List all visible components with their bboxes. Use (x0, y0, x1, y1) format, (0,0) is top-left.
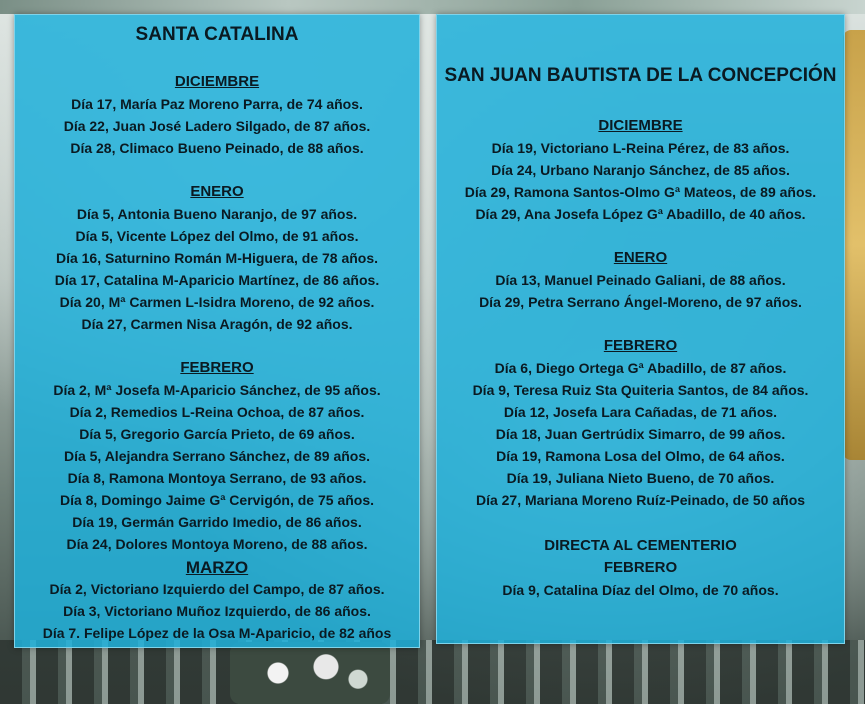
list-item: Día 18, Juan Gertrúdix Simarro, de 99 años. (495, 426, 786, 442)
list-item: Día 6, Diego Ortega Gª Abadillo, de 87 años. (494, 360, 787, 376)
list-item: Día 2, Mª Josefa M-Aparicio Sánchez, de 95 años. (53, 382, 381, 398)
directa-heading: DIRECTA AL CEMENTERIO (544, 537, 737, 554)
list-item: Día 12, Josefa Lara Cañadas, de 71 años. (503, 404, 778, 420)
panel-title: SANTA CATALINA (135, 24, 299, 45)
list-item: Día 29, Ana Josefa López Gª Abadillo, de 40 años. (475, 206, 806, 222)
section-febrero (437, 335, 844, 511)
month-heading: ENERO (190, 183, 244, 200)
month-heading: FEBRERO (603, 337, 678, 354)
list-item: Día 2, Remedios L-Reina Ochoa, de 87 años. (69, 404, 365, 420)
list-item: Día 19, Victoriano L-Reina Pérez, de 83 años. (491, 140, 790, 156)
month-heading: MARZO (185, 558, 249, 577)
background-statue (843, 30, 865, 460)
list-item: Día 24, Dolores Montoya Moreno, de 88 años. (66, 536, 368, 552)
list-item: Día 27, Carmen Nisa Aragón, de 92 años. (81, 316, 353, 332)
month-heading: FEBRERO (180, 359, 254, 376)
list-item: Día 29, Ramona Santos-Olmo Gª Mateos, de 89 años. (464, 184, 817, 200)
list-item: Día 3, Victoriano Muñoz Izquierdo, de 86 años. (63, 603, 371, 619)
list-item: Día 13, Manuel Peinado Galiani, de 88 años. (495, 272, 786, 288)
month-heading: DICIEMBRE (174, 73, 260, 90)
list-item: Día 5, Vicente López del Olmo, de 91 años. (75, 228, 359, 244)
list-item: Día 9, Catalina Díaz del Olmo, de 70 años. (502, 582, 779, 598)
month-heading: DICIEMBRE (598, 117, 683, 134)
list-item: Día 9, Teresa Ruiz Sta Quiteria Santos, de 84 años. (472, 382, 809, 398)
section-diciembre (15, 71, 419, 159)
list-item: Día 27, Mariana Moreno Ruíz-Peinado, de 50 años (475, 492, 806, 508)
month-heading: FEBRERO (603, 559, 678, 576)
list-item: Día 2, Victoriano Izquierdo del Campo, de 87 años. (49, 581, 385, 597)
section-enero (437, 247, 844, 313)
list-item: Día 24, Urbano Naranjo Sánchez, de 85 años. (491, 162, 790, 178)
list-item: Día 20, Mª Carmen L-Isidra Moreno, de 92 años. (59, 294, 375, 310)
background-strip (0, 0, 865, 14)
section-enero (15, 181, 419, 335)
month-heading: ENERO (613, 249, 668, 266)
list-item: Día 19, Ramona Losa del Olmo, de 64 años. (496, 448, 785, 464)
santa-catalina-panel (14, 14, 420, 648)
list-item: Día 28, Climaco Bueno Peinado, de 88 años. (70, 140, 364, 156)
section-diciembre (437, 115, 844, 225)
background-flowers (230, 642, 390, 704)
list-item: Día 16, Saturnino Román M-Higuera, de 78 años. (55, 250, 379, 266)
list-item: Día 8, Ramona Montoya Serrano, de 93 años. (67, 470, 367, 486)
list-item: Día 8, Domingo Jaime Gª Cervigón, de 75 años. (59, 492, 375, 508)
section-directa (437, 535, 844, 601)
section-marzo (15, 558, 419, 644)
background-tombs (0, 640, 865, 704)
list-item: Día 29, Petra Serrano Ángel-Moreno, de 97 años. (479, 294, 802, 310)
list-item: Día 5, Antonia Bueno Naranjo, de 97 años. (76, 206, 358, 222)
list-item: Día 5, Gregorio García Prieto, de 69 años. (79, 426, 355, 442)
list-item: Día 22, Juan José Ladero Silgado, de 87 años. (63, 118, 371, 134)
list-item: Día 19, Juliana Nieto Bueno, de 70 años. (506, 470, 775, 486)
san-juan-bautista-panel (436, 14, 845, 644)
section-febrero (15, 357, 419, 555)
list-item: Día 19, Germán Garrido Imedio, de 86 años. (72, 514, 362, 530)
list-item: Día 17, María Paz Moreno Parra, de 74 años. (71, 96, 363, 112)
list-item: Día 7. Felipe López de la Osa M-Aparicio, de 82 años (42, 625, 392, 641)
list-item: Día 5, Alejandra Serrano Sánchez, de 89 años. (63, 448, 371, 464)
list-item: Día 17, Catalina M-Aparicio Martínez, de 86 años. (54, 272, 380, 288)
panel-title: SAN JUAN BAUTISTA DE LA CONCEPCIÓN (444, 65, 837, 86)
